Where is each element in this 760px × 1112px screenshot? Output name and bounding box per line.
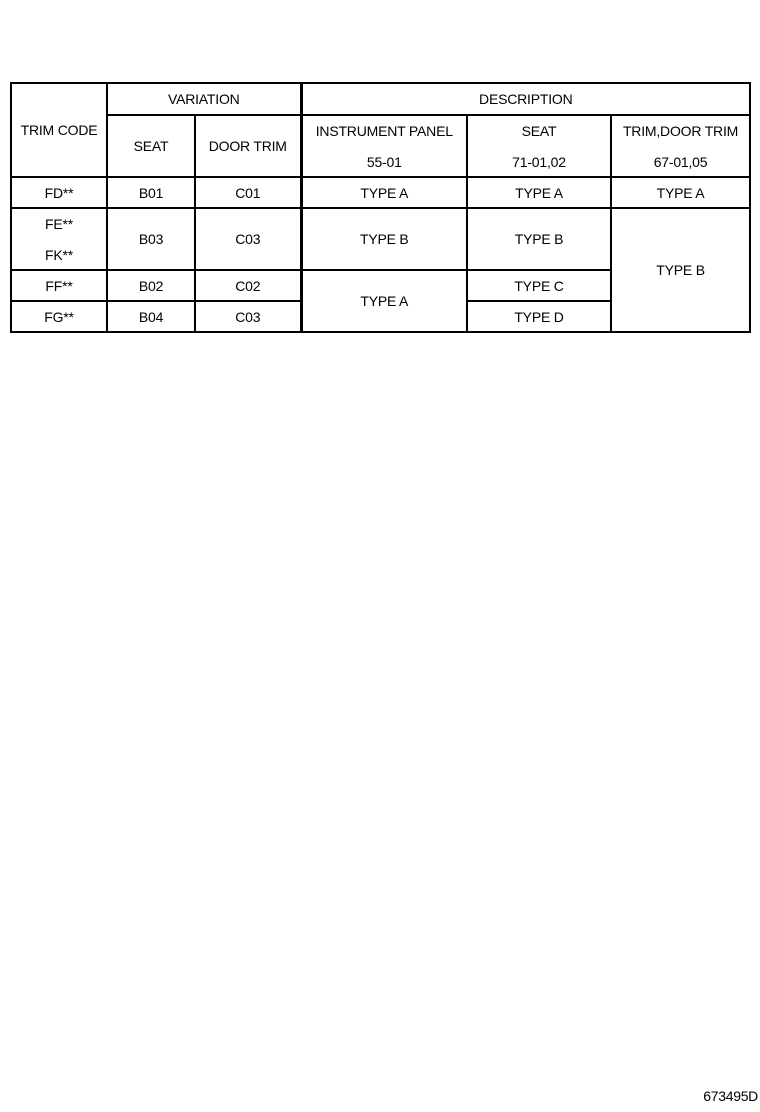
seat-type-cell: TYPE B <box>467 208 611 270</box>
door-trim-variation-cell: C03 <box>195 208 301 270</box>
header-variation-seat: SEAT <box>107 115 195 177</box>
header-variation: VARIATION <box>107 83 301 115</box>
seat-type-cell: TYPE D <box>467 301 611 332</box>
header-trim-code: TRIM CODE <box>11 83 107 177</box>
seat-variation-cell: B04 <box>107 301 195 332</box>
door-trim-variation-cell: C01 <box>195 177 301 208</box>
table-row <box>11 208 750 270</box>
header-trim-door-trim-code: 67-01,05 <box>653 153 708 170</box>
trim-door-trim-type-cell: TYPE B <box>611 208 750 332</box>
trim-code-cell: FF** <box>11 270 107 301</box>
trim-code-cell <box>11 208 107 270</box>
trim-code-fk: FK** <box>45 246 73 263</box>
trim-door-trim-type-cell: TYPE A <box>611 177 750 208</box>
trim-variation-table <box>10 82 751 333</box>
figure-code: 673495D <box>703 1088 758 1104</box>
seat-variation-cell: B01 <box>107 177 195 208</box>
header-instrument-panel <box>301 115 467 177</box>
seat-type-cell: TYPE A <box>467 177 611 208</box>
instrument-panel-type-cell: TYPE B <box>301 208 467 270</box>
table-row <box>11 177 750 208</box>
header-description-seat <box>467 115 611 177</box>
instrument-panel-type-cell: TYPE A <box>301 270 467 332</box>
header-instrument-panel-code: 55-01 <box>366 153 402 170</box>
trim-code-cell: FD** <box>11 177 107 208</box>
door-trim-variation-cell: C03 <box>195 301 301 332</box>
seat-variation-cell: B02 <box>107 270 195 301</box>
trim-code-fe: FE** <box>45 215 73 232</box>
seat-variation-cell: B03 <box>107 208 195 270</box>
header-description-seat-label: SEAT <box>521 122 557 139</box>
header-description: DESCRIPTION <box>301 83 750 115</box>
trim-code-cell: FG** <box>11 301 107 332</box>
header-trim-door-trim <box>611 115 750 177</box>
header-trim-door-trim-label: TRIM,DOOR TRIM <box>622 122 739 139</box>
seat-type-cell: TYPE C <box>467 270 611 301</box>
door-trim-variation-cell: C02 <box>195 270 301 301</box>
instrument-panel-type-cell: TYPE A <box>301 177 467 208</box>
header-instrument-panel-label: INSTRUMENT PANEL <box>315 122 453 139</box>
header-variation-door-trim: DOOR TRIM <box>195 115 301 177</box>
header-description-seat-code: 71-01,02 <box>512 153 566 170</box>
